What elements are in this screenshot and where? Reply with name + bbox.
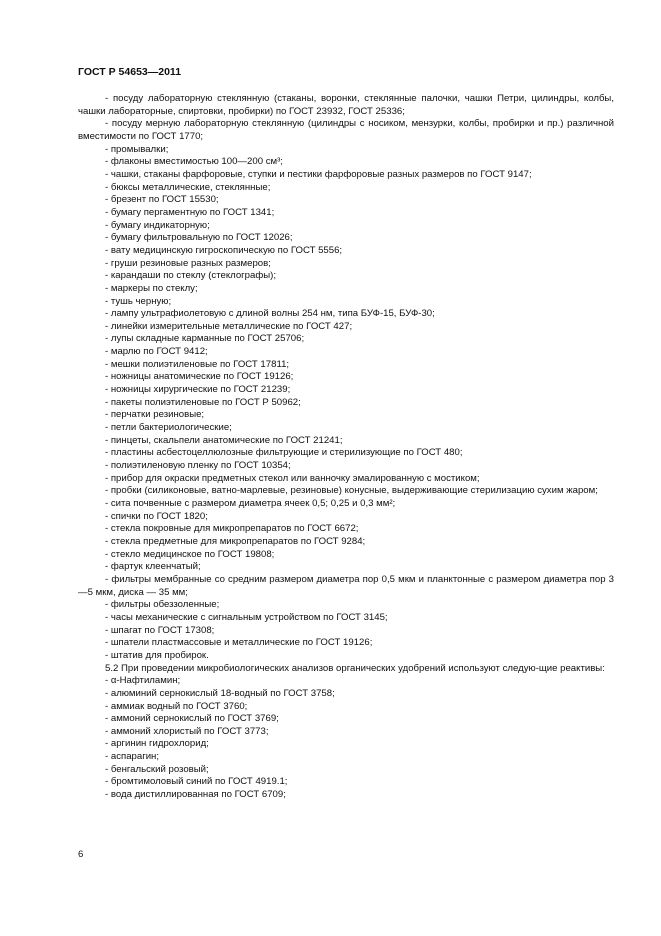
list-item: - вату медицинскую гигроскопическую по ГОСТ 5556;	[105, 244, 343, 256]
list-item: - карандаши по стеклу (стеклографы);	[105, 270, 276, 282]
list-item: - фильтры мембранные со средним размером диаметра пор 0,5 мкм и планктонные с размером диаметра пор 3—5 мкм, диска — 35 мм;	[78, 573, 614, 598]
list-item: - шпатели пластмассовые и металлические по ГОСТ 19126;	[105, 637, 373, 649]
list-item: - лупы складные карманные по ГОСТ 25706;	[105, 333, 305, 345]
list-item: - фильтры обеззоленные;	[105, 599, 220, 611]
list-item: - стекла предметные для микропрепаратов по ГОСТ 9284;	[105, 535, 366, 547]
list-item: - аммоний сернокислый по ГОСТ 3769;	[105, 713, 279, 725]
list-item: - шпагат по ГОСТ 17308;	[105, 624, 215, 636]
list-item: - ножницы хирургические по ГОСТ 21239;	[105, 384, 291, 396]
list-item: - штатив для пробирок.	[105, 649, 209, 661]
list-item: - пинцеты, скальпели анатомические по ГОСТ 21241;	[105, 434, 343, 446]
list-item: - брезент по ГОСТ 15530;	[105, 194, 219, 206]
list-item: - бюксы металлические, стеклянные;	[105, 181, 271, 193]
list-item: - посуду лабораторную стеклянную (стаканы, воронки, стеклянные палочки, чашки Петри, цилиндры, колбы, чашки лабораторные, спиртовки, пробирки) по ГОСТ 23932, ГОСТ 25336;	[78, 93, 614, 117]
list-item: - линейки измерительные металлические по ГОСТ 427;	[105, 320, 353, 332]
section-paragraph: 5.2 При проведении микробиологических анализов органических удобрений используют следую-щие реактивы:	[105, 662, 605, 674]
list-item: - груши резиновые разных размеров;	[105, 257, 271, 269]
list-item: - флаконы вместимостью 100—200 см³;	[105, 156, 283, 168]
list-item: - прибор для окраски предметных стекол или ванночку эмалированную с мостиком;	[105, 472, 480, 484]
list-item: - часы механические с сигнальным устройством по ГОСТ 3145;	[105, 611, 388, 623]
list-item: - пакеты полиэтиленовые по ГОСТ Р 50962;	[105, 396, 301, 408]
list-item: - лампу ультрафиолетовую с длиной волны 254 нм, типа БУФ-15, БУФ-30;	[105, 308, 435, 320]
list-item: - фартук клеенчатый;	[105, 561, 201, 573]
list-item: - аспарагин;	[105, 751, 160, 763]
list-item: - посуду мерную лабораторную стеклянную (цилиндры с носиком, мензурки, колбы, пробирки и пр.) различной вместимости по ГОСТ 1770;	[78, 118, 614, 142]
page-number: 6	[78, 849, 84, 860]
page-header: ГОСТ Р 54653—2011	[78, 66, 182, 78]
list-item: - марлю по ГОСТ 9412;	[105, 346, 208, 358]
list-item: - стекла покровные для микропрепаратов по ГОСТ 6672;	[105, 523, 359, 535]
list-item: - тушь черную;	[105, 295, 172, 307]
list-item: - маркеры по стеклу;	[105, 282, 198, 294]
list-item: - пробки (силиконовые, ватно-марлевые, резиновые) конусные, выдерживающие стерилизацию сухим жаром;	[105, 485, 598, 497]
list-item: - стекло медицинское по ГОСТ 19808;	[105, 548, 275, 560]
list-item: - аммиак водный по ГОСТ 3760;	[105, 700, 248, 712]
list-item: - алюминий сернокислый 18-водный по ГОСТ 3758;	[105, 687, 335, 699]
list-item: - бромтимоловый синий по ГОСТ 4919.1;	[105, 776, 288, 788]
list-item: - чашки, стаканы фарфоровые, ступки и пестики фарфоровые разных размеров по ГОСТ 9147;	[105, 168, 532, 180]
list-item: - бумагу пергаментную по ГОСТ 1341;	[105, 206, 275, 218]
list-item: - сита почвенные с размером диаметра ячеек 0,5; 0,25 и 0,3 мм²;	[105, 498, 396, 509]
document-body	[78, 93, 614, 802]
list-item: - ножницы анатомические по ГОСТ 19126;	[105, 371, 294, 383]
list-item: - бумагу индикаторную;	[105, 219, 210, 231]
list-item: - спички по ГОСТ 1820;	[105, 510, 208, 522]
list-item: - аммоний хлористый по ГОСТ 3773;	[105, 725, 269, 737]
list-item: - промывалки;	[105, 143, 169, 155]
list-item: - бенгальский розовый;	[105, 763, 209, 775]
list-item: - α-Нафтиламин;	[105, 675, 181, 687]
list-item: - бумагу фильтровальную по ГОСТ 12026;	[105, 232, 293, 244]
list-item: - вода дистиллированная по ГОСТ 6709;	[105, 789, 286, 801]
list-item: - аргинин гидрохлорид;	[105, 738, 209, 750]
list-item: - пластины асбестоцеллюлозные фильтрующие и стерилизующие по ГОСТ 480;	[105, 447, 463, 459]
list-item: - перчатки резиновые;	[105, 409, 205, 421]
list-item: - петли бактериологические;	[105, 422, 232, 434]
list-item: - мешки полиэтиленовые по ГОСТ 17811;	[105, 358, 290, 370]
list-item: - полиэтиленовую пленку по ГОСТ 10354;	[105, 460, 291, 472]
